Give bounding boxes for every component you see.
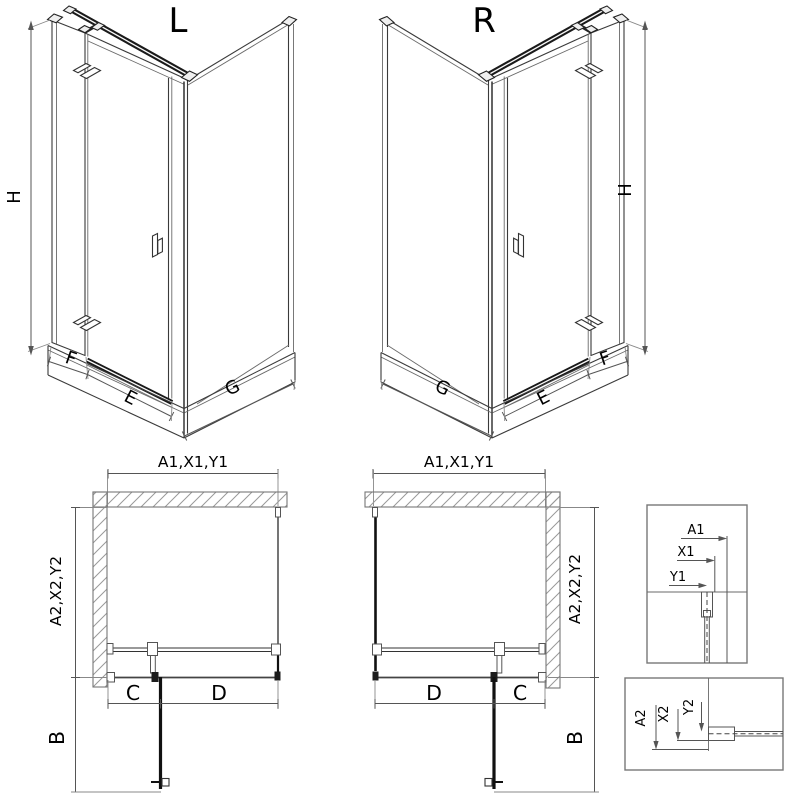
side-wall [546,492,560,688]
left-3d-view [28,6,297,440]
dim-c-left: C [125,681,141,705]
detail-x2-label: X2 [657,705,672,723]
plan-width-label-left: A1,X1,Y1 [157,453,229,471]
dim-g-left: G [221,375,244,401]
dim-e-right: E [533,386,554,411]
plan-depth-label-left: A2,X2,Y2 [47,555,65,627]
dim-g-right: G [431,375,454,401]
side-wall [93,492,107,687]
label-variant-left: L [168,1,188,41]
dim-e-left: E [120,386,141,411]
detail-a2-label: A2 [634,709,649,727]
detail-y1-label: Y1 [669,570,687,585]
dim-f-right: F [596,347,614,371]
plan-depth-label-right: A2,X2,Y2 [566,553,584,625]
dim-b-left: B [45,730,69,746]
right-3d-view [380,6,649,440]
detail-y2-label: Y2 [682,698,697,716]
corner-fitting [373,672,379,681]
side-panel-wall-profile [276,508,281,518]
dim-d-right: D [426,681,442,705]
left-plan-view [45,453,287,792]
label-variant-right: R [472,1,496,41]
dim-b-right: B [563,730,587,746]
back-wall [93,492,287,507]
dim-f-left: F [62,347,80,371]
detail-a1-label: A1 [687,523,705,538]
stabilizer-bar-plan [107,643,281,674]
dim-h-left: H [4,190,25,204]
hinge-fitting [152,672,159,682]
right-plan-view [365,453,599,792]
detail-depth-box [625,678,783,770]
detail-width-box [647,505,747,663]
back-wall [365,492,560,507]
dim-c-right: C [512,681,528,705]
stabilizer-bar-plan [373,643,546,674]
side-panel-wall-profile [373,508,378,518]
corner-fitting [275,672,281,681]
dim-d-left: D [211,681,227,705]
dim-h-right: H [615,183,636,197]
plan-width-label-right: A1,X1,Y1 [423,453,495,471]
detail-x1-label: X1 [677,545,695,560]
